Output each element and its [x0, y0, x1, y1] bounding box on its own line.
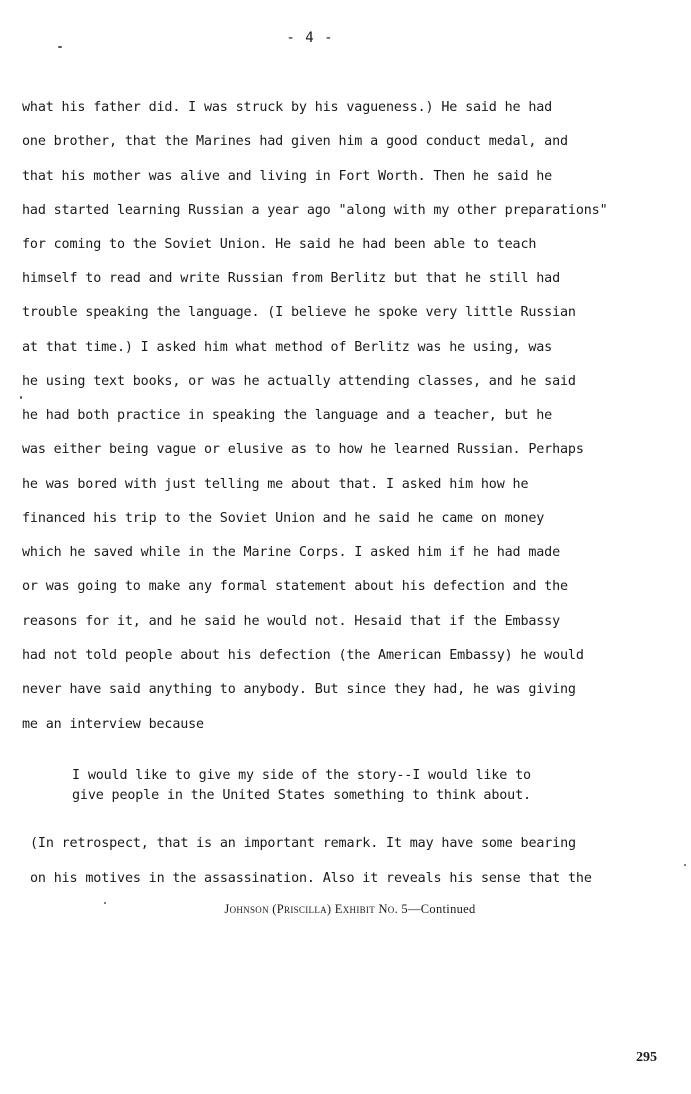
body-line: what his father did. I was struck by his vagueness.) He said he had	[22, 100, 553, 115]
body-line: for coming to the Soviet Union. He said he had been able to teach	[22, 237, 537, 252]
exhibit-caption-suffix: —Continued	[407, 902, 476, 916]
quote-line: I would like to give my side of the story--I would like to	[72, 768, 531, 783]
body-line: at that time.) I asked him what method of Berlitz was he using, was	[22, 340, 553, 355]
body-line: or was going to make any formal statement about his defection and the	[22, 579, 568, 594]
scan-speck	[684, 864, 686, 866]
body-line: trouble speaking the language. (I believe he spoke very little Russian	[22, 305, 576, 320]
block-quote	[72, 766, 632, 806]
body-line: he was bored with just telling me about that. I asked him how he	[22, 477, 529, 492]
body-line: was either being vague or elusive as to how he learned Russian. Perhaps	[22, 442, 584, 457]
body-line: never have said anything to anybody. But since they had, he was giving	[22, 682, 576, 697]
body-line: himself to read and write Russian from Berlitz but that he still had	[22, 271, 561, 286]
body-line: (In retrospect, that is an important remark. It may have some bearing	[30, 836, 576, 851]
exhibit-caption-name: Johnson (Priscilla) Exhibit No. 5	[224, 902, 408, 916]
page-folio: 295	[636, 1050, 657, 1065]
body-line: he using text books, or was he actually attending classes, and he said	[22, 374, 576, 389]
body-line: that his mother was alive and living in Fort Worth. Then he said he	[22, 169, 553, 184]
page-marker: - 4 -	[286, 30, 334, 46]
quote-line: give people in the United States something to think about.	[72, 788, 531, 803]
exhibit-caption	[0, 902, 691, 917]
body-line: which he saved while in the Marine Corps. I asked him if he had made	[22, 545, 561, 560]
body-line: financed his trip to the Soviet Union and he said he came on money	[22, 511, 545, 526]
body-line: had started learning Russian a year ago "along with my other preparations"	[22, 203, 608, 218]
body-line: on his motives in the assassination. Also it reveals his sense that the	[30, 871, 592, 886]
body-line: had not told people about his defection (the American Embassy) he would	[22, 648, 584, 663]
body-line: reasons for it, and he said he would not. Hesaid that if the Embassy	[22, 614, 561, 629]
body-line: he had both practice in speaking the language and a teacher, but he	[22, 408, 553, 423]
body-line: one brother, that the Marines had given him a good conduct medal, and	[22, 134, 568, 149]
scan-speck	[20, 396, 22, 399]
scan-speck	[58, 46, 62, 48]
body-line: me an interview because	[22, 717, 204, 732]
